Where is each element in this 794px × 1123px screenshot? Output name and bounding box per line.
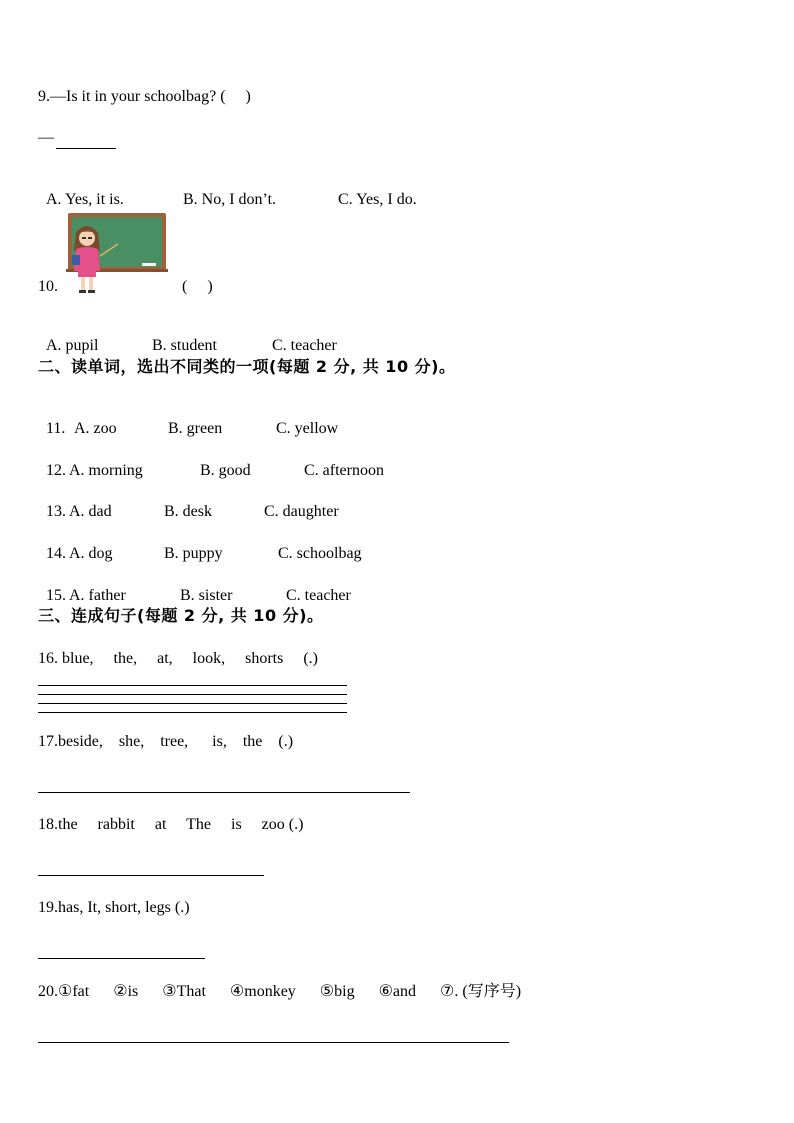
q16-writing-line-3[interactable] [38, 703, 347, 704]
q17-words: 17.beside, she, tree, is, the (.) [38, 733, 294, 750]
q20-answer-line[interactable] [38, 1042, 509, 1043]
q20-words: 20.①fat ②is ③That ④monkey ⑤big ⑥and ⑦. (写序号) [38, 983, 522, 1000]
q12-number: 12. [46, 462, 66, 479]
q19-words: 19.has, It, short, legs (.) [38, 899, 190, 916]
q10-number: 10. [38, 278, 58, 295]
q18-words: 18.the rabbit at The is zoo (.) [38, 816, 304, 833]
q10-option-c[interactable]: C. teacher [272, 337, 337, 354]
q15-option-c[interactable]: C. teacher [286, 587, 351, 604]
q9-options [38, 170, 417, 210]
q9-question: 9.—Is it in your schoolbag? ( ) [38, 88, 251, 105]
q11-number: 11. [46, 420, 66, 437]
q10-bracket[interactable]: ( ) [182, 278, 213, 295]
q13-option-c[interactable]: C. daughter [264, 503, 339, 520]
q11-option-c[interactable]: C. yellow [276, 420, 339, 437]
q14-option-c[interactable]: C. schoolbag [278, 545, 362, 562]
q11-option-b[interactable]: B. green [168, 420, 223, 437]
q13-option-a[interactable]: A. dad [69, 503, 112, 520]
q15-number: 15. [46, 587, 66, 604]
q9-option-c[interactable]: C. Yes, I do. [338, 191, 417, 208]
q13-row [38, 482, 339, 522]
section3-title: 三、连成句子(每题 2 分, 共 10 分)。 [38, 606, 324, 625]
q15-option-a[interactable]: A. father [69, 587, 126, 604]
q10-option-a[interactable]: A. pupil [46, 337, 99, 354]
q9-answer-prefix: — [38, 129, 54, 146]
q10-option-b[interactable]: B. student [152, 337, 217, 354]
q18-answer-line[interactable] [38, 875, 264, 876]
q12-option-b[interactable]: B. good [200, 462, 251, 479]
q9-answer-blank[interactable] [56, 148, 116, 149]
q15-option-b[interactable]: B. sister [180, 587, 233, 604]
section2-title: 二、读单词，选出不同类的一项(每题 2 分, 共 10 分)。 [38, 357, 456, 376]
q12-row [38, 441, 384, 481]
q16-writing-line-2[interactable] [38, 694, 347, 695]
q11-row [38, 399, 338, 439]
q14-option-b[interactable]: B. puppy [164, 545, 223, 562]
q9-option-a[interactable]: A. Yes, it is. [46, 191, 124, 208]
q19-answer-line[interactable] [38, 958, 205, 959]
q15-row [38, 566, 351, 606]
q16-words: 16. blue, the, at, look, shorts (.) [38, 650, 318, 667]
q9-option-b[interactable]: B. No, I don’t. [183, 191, 277, 208]
q12-option-c[interactable]: C. afternoon [304, 462, 384, 479]
q13-number: 13. [46, 503, 66, 520]
teacher-at-blackboard-icon [66, 211, 170, 295]
q10-options [38, 316, 337, 356]
q16-writing-line-1[interactable] [38, 685, 347, 686]
q14-row [38, 524, 362, 564]
q13-option-b[interactable]: B. desk [164, 503, 212, 520]
q12-option-a[interactable]: A. morning [69, 462, 143, 479]
q16-writing-line-4[interactable] [38, 712, 347, 713]
q17-answer-line[interactable] [38, 792, 410, 793]
q14-option-a[interactable]: A. dog [69, 545, 113, 562]
q11-option-a[interactable]: A. zoo [74, 420, 117, 437]
q14-number: 14. [46, 545, 66, 562]
